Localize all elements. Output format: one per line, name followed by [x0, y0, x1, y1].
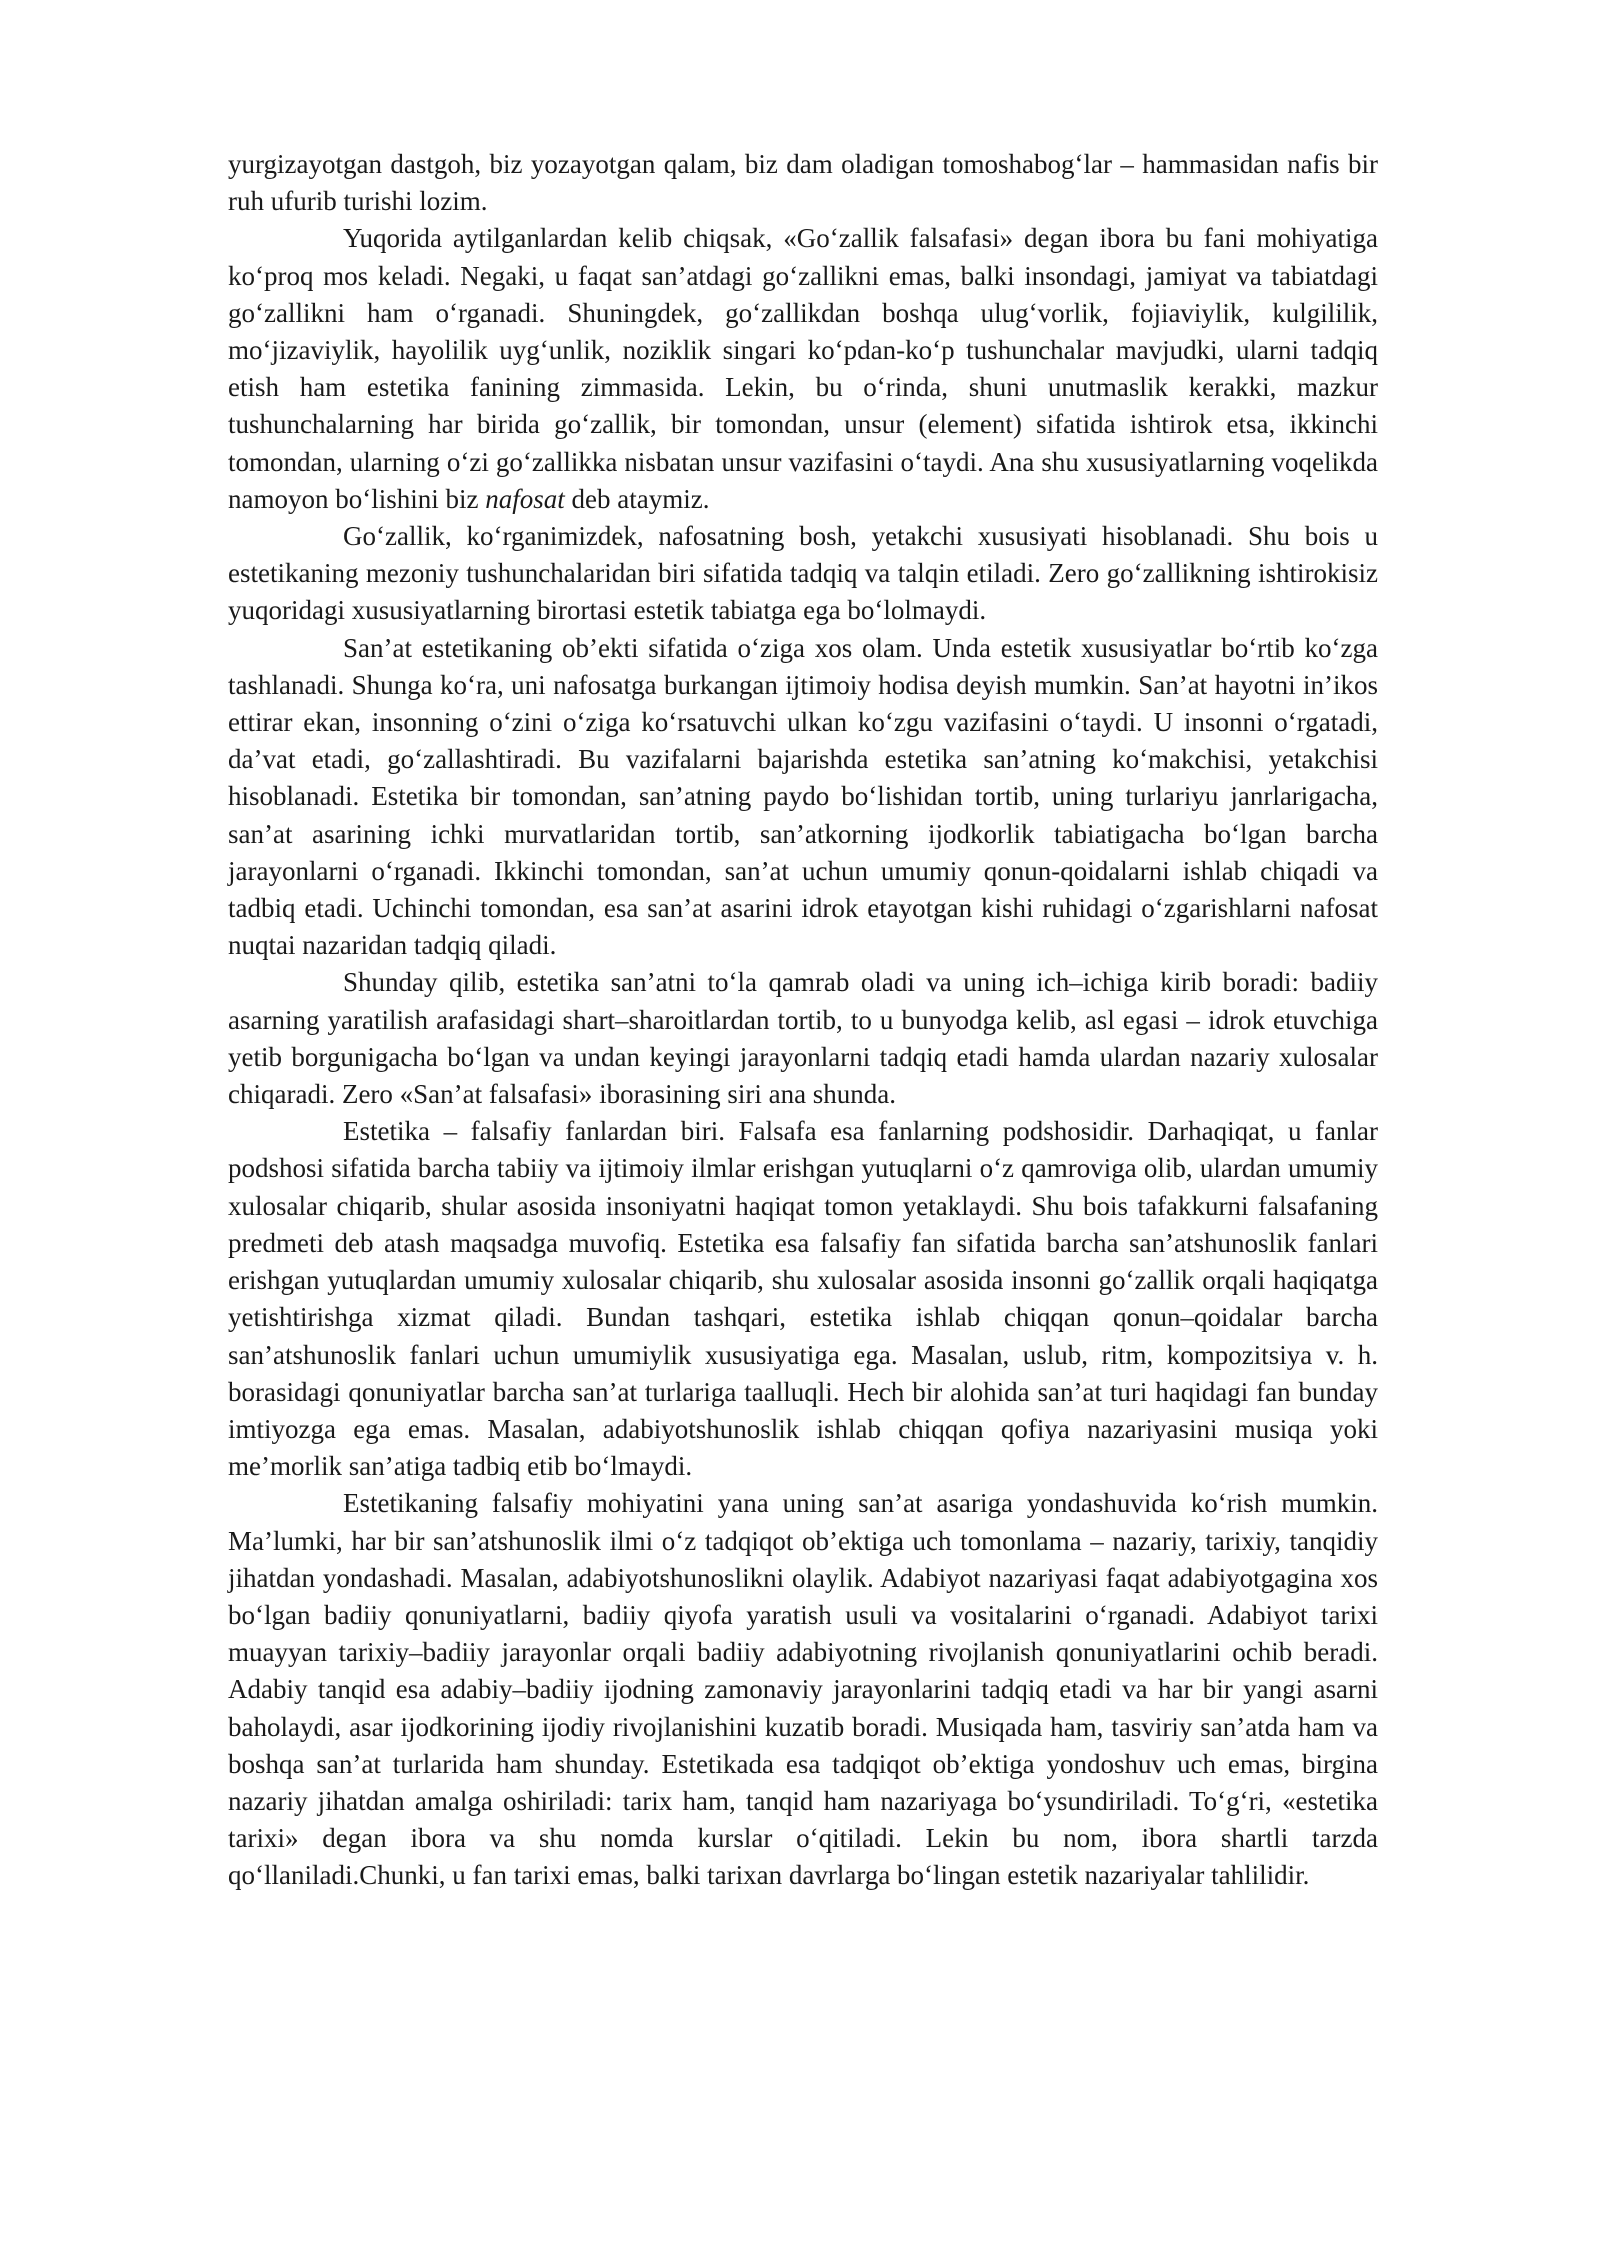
paragraph-art-philosophy: Shunday qilib, estetika san’atni to‘la qamrab oladi va uning ich–ichiga kirib boradi: badiiy asarning yaratilish arafasidagi shart–sharoitlardan tortib, to u bunyodga kelib, asl egasi – idrok etuvchiga yetib borgunigacha bo‘lgan va undan keyingi jarayonlarni tadqiq etadi hamda ulardan nazariy xulosalar chiqaradi. Zero «San’at falsafasi» iborasining siri ana shunda.	[228, 967, 1378, 1110]
paragraph-text-after-emphasis: deb ataymiz.	[564, 483, 710, 514]
emphasized-term: nafosat	[485, 483, 565, 514]
paragraph-philosophical-essence: Estetikaning falsafiy mohiyatini yana uning san’at asariga yondashuvida ko‘rish mumkin. Ma’lumki, har bir san’atshunoslik ilmi o‘z tadqiqot ob’ektiga uch tomonlama – nazariy, tarixiy, tanqidiy jihatdan yondashadi. Masalan, adabiyotshunoslikni olaylik. Adabiyot nazariyasi faqat adabiyotgagina xos bo‘lgan badiiy qonuniyatlarni, badiiy qiyofa yaratish usuli va vositalarini o‘rganadi. Adabiyot tarixi muayyan tarixiy–badiiy jarayonlar orqali badiiy adabiyotning rivojlanish qonuniyatlarini ochib beradi. Adabiy tanqid esa adabiy–badiiy ijodning zamonaviy jarayonlarini tadqiq etadi va har bir yangi asarni baholaydi, asar ijodkorining ijodiy rivojlanishini kuzatib boradi. Musiqada ham, tasviriy san’atda ham va boshqa san’at turlarida ham shunday. Estetikada esa tadqiqot ob’ektiga yondoshuv uch emas, birgina nazariy jihatdan amalga oshiriladi: tarix ham, tanqid ham nazariyaga bo‘ysundiriladi. To‘g‘ri, «estetika tarixi» degan ibora va shu nomda kurslar o‘qitiladi. Lekin bu nom, ibora shartli tarzda qo‘llaniladi.Chunki, u fan tarixi emas, balki tarixan davrlarga bo‘lingan estetik nazariyalar tahlilidir.	[228, 1488, 1378, 1891]
document-page	[228, 146, 1378, 1895]
paragraph-continuation: yurgizayotgan dastgoh, biz yozayotgan qalam, biz dam oladigan tomoshabog‘lar – hammasidan nafis bir ruh ufurib turishi lozim.	[228, 149, 1378, 217]
paragraph-text-before-emphasis: Yuqorida aytilganlardan kelib chiqsak, «Go‘zallik falsafasi» degan ibora bu fani mohiyatiga ko‘proq mos keladi. Negaki, u faqat san’atdagi go‘zallikni emas, balki insondagi, jamiyat va tabiatdagi go‘zallikni ham o‘rganadi. Shuningdek, go‘zallikdan boshqa ulug‘vorlik, fojiaviylik, kulgililik, mo‘jizaviylik, hayolilik uyg‘unlik, noziklik singari ko‘pdan-ko‘p tushunchalar mavjudki, ularni tadqiq etish ham estetika fanining zimmasida. Lekin, bu o‘rinda, shuni unutmaslik kerakki, mazkur tushunchalarning har birida go‘zallik, bir tomondan, unsur (element) sifatida ishtirok etsa, ikkinchi tomondan, ularning o‘zi go‘zallikka nisbatan unsur vazifasini o‘taydi. Ana shu xususiyatlarning voqelikda namoyon bo‘lishini biz	[228, 223, 1378, 514]
paragraph-philosophical-science: Estetika – falsafiy fanlardan biri. Falsafa esa fanlarning podshosidir. Darhaqiqat, u fanlar podshosi sifatida barcha tabiiy va ijtimoiy ilmlar erishgan yutuqlarni o‘z qamroviga olib, ulardan umumiy xulosalar chiqarib, shular asosida insoniyatni haqiqat tomon yetaklaydi. Shu bois tafakkurni falsafaning predmeti deb atash maqsadga muvofiq. Estetika esa falsafiy fan sifatida barcha san’atshunoslik fanlari erishgan yutuqlardan umumiy xulosalar chiqarib, shu xulosalar asosida insonni go‘zallik orqali haqiqatga yetishtirishga xizmat qiladi. Bundan tashqari, estetika ishlab chiqqan qonun–qoidalar barcha san’atshunoslik fanlari uchun umumiylik xususiyatiga ega. Masalan, uslub, ritm, kompozitsiya v. h. borasidagi qonuniyatlar barcha san’at turlariga taalluqli. Hech bir alohida san’at turi haqidagi fan bunday imtiyozga ega emas. Masalan, adabiyotshunoslik ishlab chiqqan qofiya nazariyasini musiqa yoki me’morlik san’atiga tadbiq etib bo‘lmaydi.	[228, 1116, 1378, 1482]
paragraph-art-object: San’at estetikaning ob’ekti sifatida o‘ziga xos olam. Unda estetik xususiyatlar bo‘rtib ko‘zga tashlanadi. Shunga ko‘ra, uni nafosatga burkangan ijtimoiy hodisa deyish mumkin. San’at hayotni in’ikos ettirar ekan, insonning o‘zini o‘ziga ko‘rsatuvchi ulkan ko‘zgu vazifasini o‘taydi. U insonni o‘rgatadi, da’vat etadi, go‘zallashtiradi. Bu vazifalarni bajarishda estetika san’atning ko‘makchisi, yetakchisi hisoblanadi. Estetika bir tomondan, san’atning paydo bo‘lishidan tortib, uning turlariyu janrlarigacha, san’at asarining ichki murvatlaridan tortib, san’atkorning ijodkorlik tabiatigacha bo‘lgan barcha jarayonlarni o‘rganadi. Ikkinchi tomondan, san’at uchun umumiy qonun-qoidalarni ishlab chiqadi va tadbiq etadi. Uchinchi tomondan, esa san’at asarini idrok etayotgan kishi ruhidagi o‘zgarishlarni nafosat nuqtai nazaridan tadqiq qiladi.	[228, 632, 1378, 961]
paragraph-nafosat-definition	[228, 220, 1378, 518]
paragraph-beauty: Go‘zallik, ko‘rganimizdek, nafosatning bosh, yetakchi xususiyati hisoblanadi. Shu bois u estetikaning mezoniy tushunchalaridan biri sifatida tadqiq va talqin etiladi. Zero go‘zallikning ishtirokisiz yuqoridagi xususiyatlarning birortasi estetik tabiatga ega bo‘lolmaydi.	[228, 521, 1378, 626]
